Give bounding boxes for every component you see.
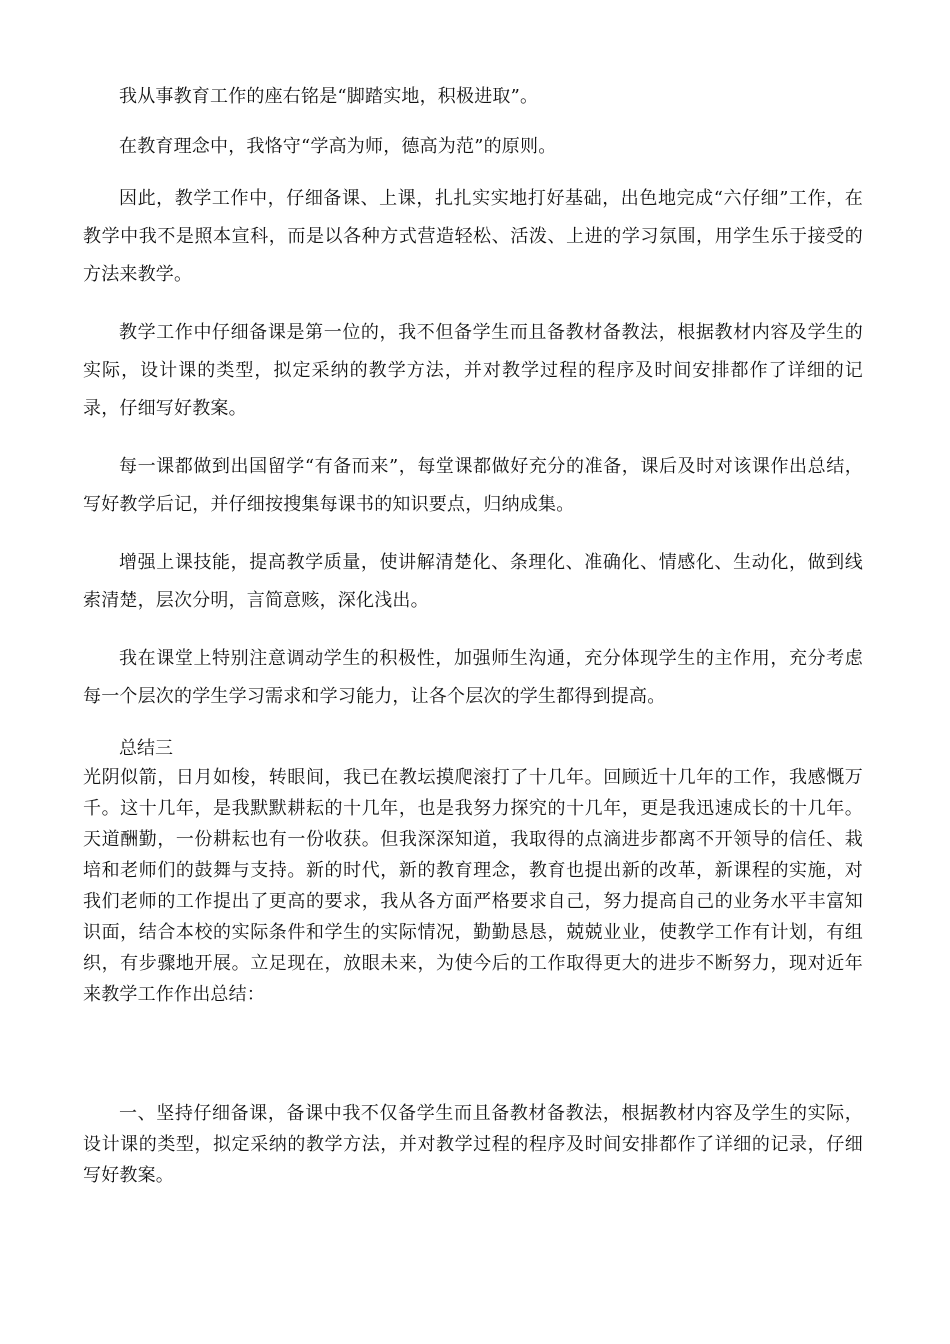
paragraph-motto: 我从事教育工作的座右铭是“脚踏实地，积极进取”。 [119, 86, 539, 107]
paragraph-teaching-work: 因此，教学工作中，仔细备课、上课，扎扎实实地打好基础，出色地完成“六仔细”工作，在教学中我不是照本宣科，而是以各种方式营造轻松、活泼、上进的学习氛围，用学生乐于接受的方法来教学。 [83, 188, 863, 285]
paragraph-lesson-prep: 教学工作中仔细备课是第一位的，我不但备学生而且备教材备教法，根据教材内容及学生的实际，设计课的类型，拟定采纳的教学方法，并对教学过程的程序及时间安排都作了详细的记录，仔细写好教案。 [83, 322, 863, 419]
paragraph-point-one: 一、坚持仔细备课，备课中我不仅备学生而且备教材备教法，根据教材内容及学生的实际，设计课的类型，拟定采纳的教学方法，并对教学过程的程序及时间安排都作了详细的记录，仔细写好教案。 [83, 1103, 863, 1186]
paragraph-summary: 光阴似箭，日月如梭，转眼间，我已在教坛摸爬滚打了十几年。回顾近十几年的工作，我感慨万千。这十几年，是我默默耕耘的十几年，也是我努力探究的十几年，更是我迅速成长的十几年。天道酬勤，一份耕耘也有一份收获。但我深深知道，我取得的点滴进步都离不开领导的信任、栽培和老师们的鼓舞与支持。新的时代，新的教育理念，教育也提出新的改革，新课程的实施，对我们老师的工作提出了更高的要求，我从各方面严格要求自己，努力提高自己的业务水平丰富知识面，结合本校的实际条件和学生的实际情况，勤勤恳恳，兢兢业业，使教学工作有计划，有组织，有步骤地开展。立足现在，放眼未来，为使今后的工作取得更大的进步不断努力，现对近年来教学工作作出总结： [83, 767, 863, 1005]
section-heading: 总结三 [119, 738, 173, 759]
paragraph-skills: 增强上课技能，提高教学质量，使讲解清楚化、条理化、准确化、情感化、生动化，做到线索清楚，层次分明，言简意赅，深化浅出。 [83, 552, 863, 611]
paragraph-philosophy: 在教育理念中，我恪守“学高为师，德高为范”的原则。 [119, 136, 557, 157]
paragraph-each-lesson: 每一课都做到出国留学“有备而来”，每堂课都做好充分的准备，课后及时对该课作出总结，写好教学后记，并仔细按搜集每课书的知识要点，归纳成集。 [83, 456, 863, 515]
paragraph-classroom: 我在课堂上特别注意调动学生的积极性，加强师生沟通，充分体现学生的主作用，充分考虑每一个层次的学生学习需求和学习能力，让各个层次的学生都得到提高。 [83, 648, 863, 707]
